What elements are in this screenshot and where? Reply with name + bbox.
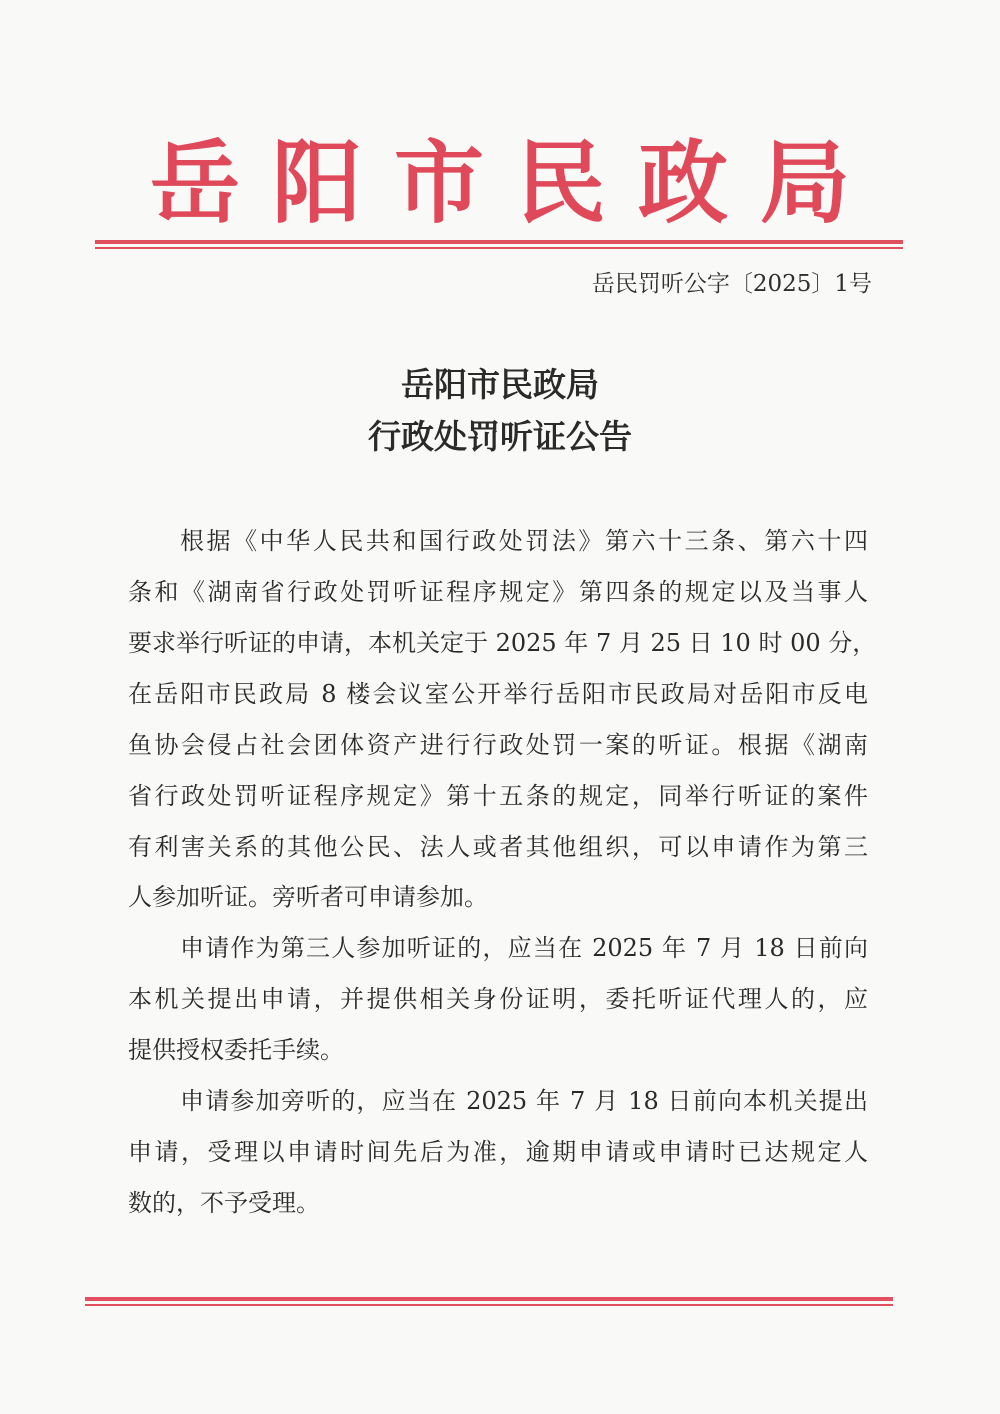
masthead-rule-thin bbox=[95, 247, 903, 249]
footer-rule-thick bbox=[85, 1297, 893, 1301]
body-line: 有利害关系的其他公民、法人或者其他组织，可以申请作为第三 bbox=[128, 833, 868, 861]
masthead-org-name: 岳阳市民政局 bbox=[150, 130, 882, 236]
body-line: 申请，受理以申请时间先后为准，逾期申请或申请时已达规定人 bbox=[128, 1138, 868, 1166]
body-line: 数的，不予受理。 bbox=[128, 1189, 320, 1217]
body-line: 省行政处罚听证程序规定》第十五条的规定，同举行听证的案件 bbox=[128, 782, 868, 810]
body-line: 申请作为第三人参加听证的，应当在 2025 年 7 月 18 日前向 bbox=[180, 934, 868, 962]
body-line: 本机关提出申请，并提供相关身份证明，委托听证代理人的，应 bbox=[128, 985, 868, 1013]
body-line: 条和《湖南省行政处罚听证程序规定》第四条的规定以及当事人 bbox=[128, 578, 868, 606]
body-line: 在岳阳市民政局 8 楼会议室公开举行岳阳市民政局对岳阳市反电 bbox=[128, 680, 868, 708]
body-line: 提供授权委托手续。 bbox=[128, 1036, 344, 1064]
footer-rule-thin bbox=[85, 1304, 893, 1306]
body-line: 申请参加旁听的，应当在 2025 年 7 月 18 日前向本机关提出 bbox=[180, 1087, 868, 1115]
notice-title: 行政处罚听证公告 bbox=[368, 417, 632, 456]
masthead-rule-thick bbox=[95, 240, 903, 244]
document-number: 岳民罚听公字〔2025〕1号 bbox=[591, 271, 872, 297]
body-line: 鱼协会侵占社会团体资产进行行政处罚一案的听证。根据《湖南 bbox=[128, 731, 868, 759]
body-line: 人参加听证。旁听者可申请参加。 bbox=[128, 883, 488, 911]
notice-title-org: 岳阳市民政局 bbox=[401, 365, 599, 404]
body-line: 根据《中华人民共和国行政处罚法》第六十三条、第六十四 bbox=[180, 527, 868, 555]
body-line: 要求举行听证的申请，本机关定于 2025 年 7 月 25 日 10 时 00 分， bbox=[128, 629, 877, 657]
